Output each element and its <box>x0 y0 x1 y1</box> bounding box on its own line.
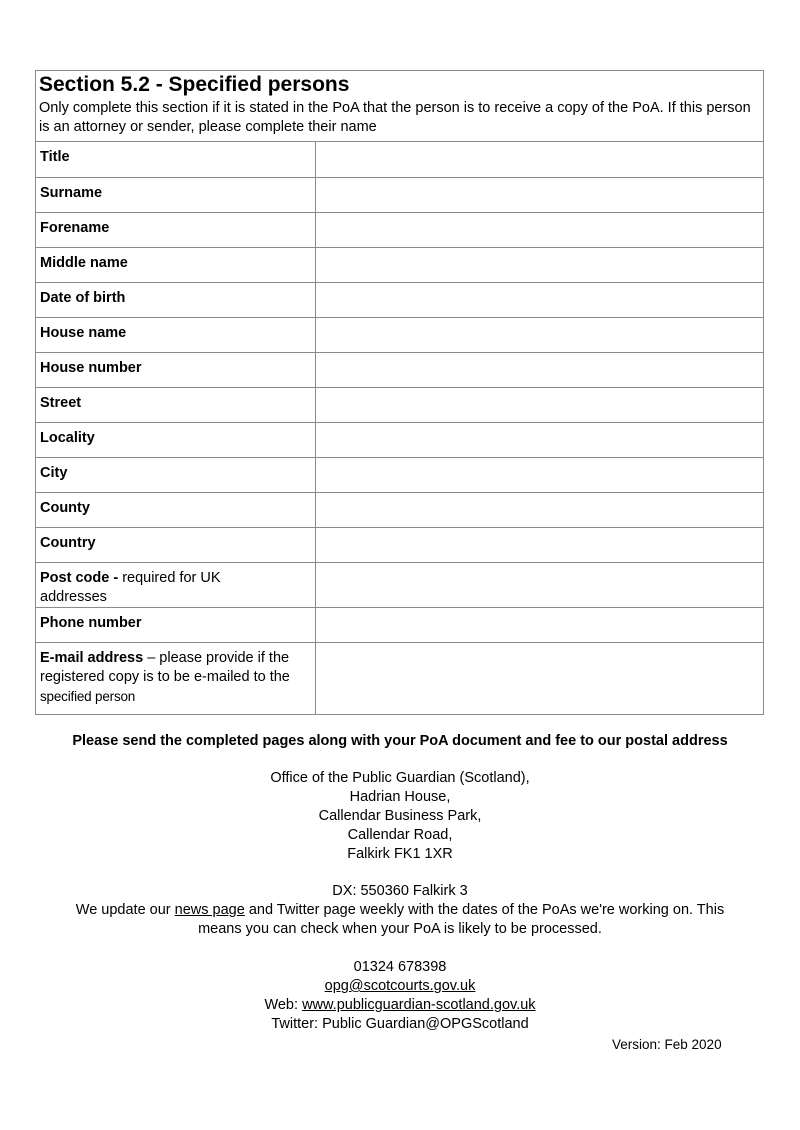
label-phone: Phone number <box>40 614 142 631</box>
label-house-number: House number <box>40 359 142 376</box>
row-surname <box>36 177 763 212</box>
row-email <box>36 642 763 714</box>
row-postcode <box>36 562 763 607</box>
version-label: Version: Feb 2020 <box>612 1037 722 1052</box>
label-locality: Locality <box>40 429 95 446</box>
label-postcode: Post code - <box>40 569 119 586</box>
specified-persons-form <box>35 70 764 715</box>
title-field[interactable] <box>315 142 763 177</box>
country-field[interactable] <box>315 527 763 562</box>
postal-address <box>0 769 800 864</box>
dx-number: DX: 550360 Falkirk 3 <box>332 883 468 899</box>
update-text-before: We update our <box>75 902 171 918</box>
row-forename <box>36 212 763 247</box>
row-phone <box>36 607 763 642</box>
street-field[interactable] <box>315 387 763 422</box>
address-line: Office of the Public Guardian (Scotland), <box>270 770 530 786</box>
middle-name-field[interactable] <box>315 247 763 282</box>
row-street <box>36 387 763 422</box>
email-note-cont: registered copy is to be e-mailed to the <box>40 668 290 685</box>
county-field[interactable] <box>315 492 763 527</box>
postcode-note: required for UK <box>122 569 221 586</box>
forename-field[interactable] <box>315 212 763 247</box>
section-title: Section 5.2 - Specified persons <box>39 73 350 96</box>
row-country <box>36 527 763 562</box>
email-field[interactable] <box>315 642 763 714</box>
label-middle-name: Middle name <box>40 254 128 271</box>
email-note: – please provide if the <box>147 649 290 666</box>
section-header <box>36 71 763 142</box>
contact-email-link[interactable]: opg@scotcourts.gov.uk <box>324 978 476 994</box>
label-forename: Forename <box>40 219 110 236</box>
address-line: Falkirk FK1 1XR <box>347 846 453 862</box>
update-text-after: and Twitter page weekly with the dates of the PoAs we're working on. This <box>248 902 725 918</box>
row-title <box>36 142 763 177</box>
row-dob <box>36 282 763 317</box>
address-line: Callendar Road, <box>347 827 453 843</box>
postal-notice: Please send the completed pages along with your PoA document and fee to our postal address <box>72 733 728 749</box>
row-house-name <box>36 317 763 352</box>
row-locality <box>36 422 763 457</box>
postcode-note-cont: addresses <box>40 588 107 605</box>
label-street: Street <box>40 394 82 411</box>
phone-field[interactable] <box>315 607 763 642</box>
surname-field[interactable] <box>315 177 763 212</box>
contact-phone: 01324 678398 <box>353 959 447 975</box>
section-intro: Only complete this section if it is stated in the PoA that the person is to receive a copy of the PoA. If this person is an attorney or sender, please complete their name <box>39 100 751 135</box>
email-note-end: specified person <box>40 688 136 704</box>
locality-field[interactable] <box>315 422 763 457</box>
update-text-line2: means you can check when your PoA is likely to be processed. <box>198 921 602 937</box>
news-page-link[interactable]: news page <box>174 902 245 918</box>
house-name-field[interactable] <box>315 317 763 352</box>
contact-block <box>0 958 800 1034</box>
row-house-number <box>36 352 763 387</box>
label-county: County <box>40 499 90 516</box>
address-line: Hadrian House, <box>349 789 451 805</box>
city-field[interactable] <box>315 457 763 492</box>
dob-field[interactable] <box>315 282 763 317</box>
row-city <box>36 457 763 492</box>
label-title: Title <box>40 149 70 165</box>
row-middle-name <box>36 247 763 282</box>
web-label: Web: <box>264 997 299 1013</box>
update-notice <box>0 901 800 939</box>
label-dob: Date of birth <box>40 289 126 306</box>
label-email: E-mail address <box>40 649 144 666</box>
website-link[interactable]: www.publicguardian-scotland.gov.uk <box>302 997 536 1013</box>
label-house-name: House name <box>40 324 127 341</box>
label-city: City <box>40 464 68 481</box>
address-line: Callendar Business Park, <box>318 808 482 824</box>
person-details-table <box>36 142 763 714</box>
label-country: Country <box>40 534 96 551</box>
label-surname: Surname <box>40 184 103 201</box>
postcode-field[interactable] <box>315 562 763 607</box>
row-county <box>36 492 763 527</box>
house-number-field[interactable] <box>315 352 763 387</box>
twitter-handle: Twitter: Public Guardian@OPGScotland <box>271 1016 529 1032</box>
